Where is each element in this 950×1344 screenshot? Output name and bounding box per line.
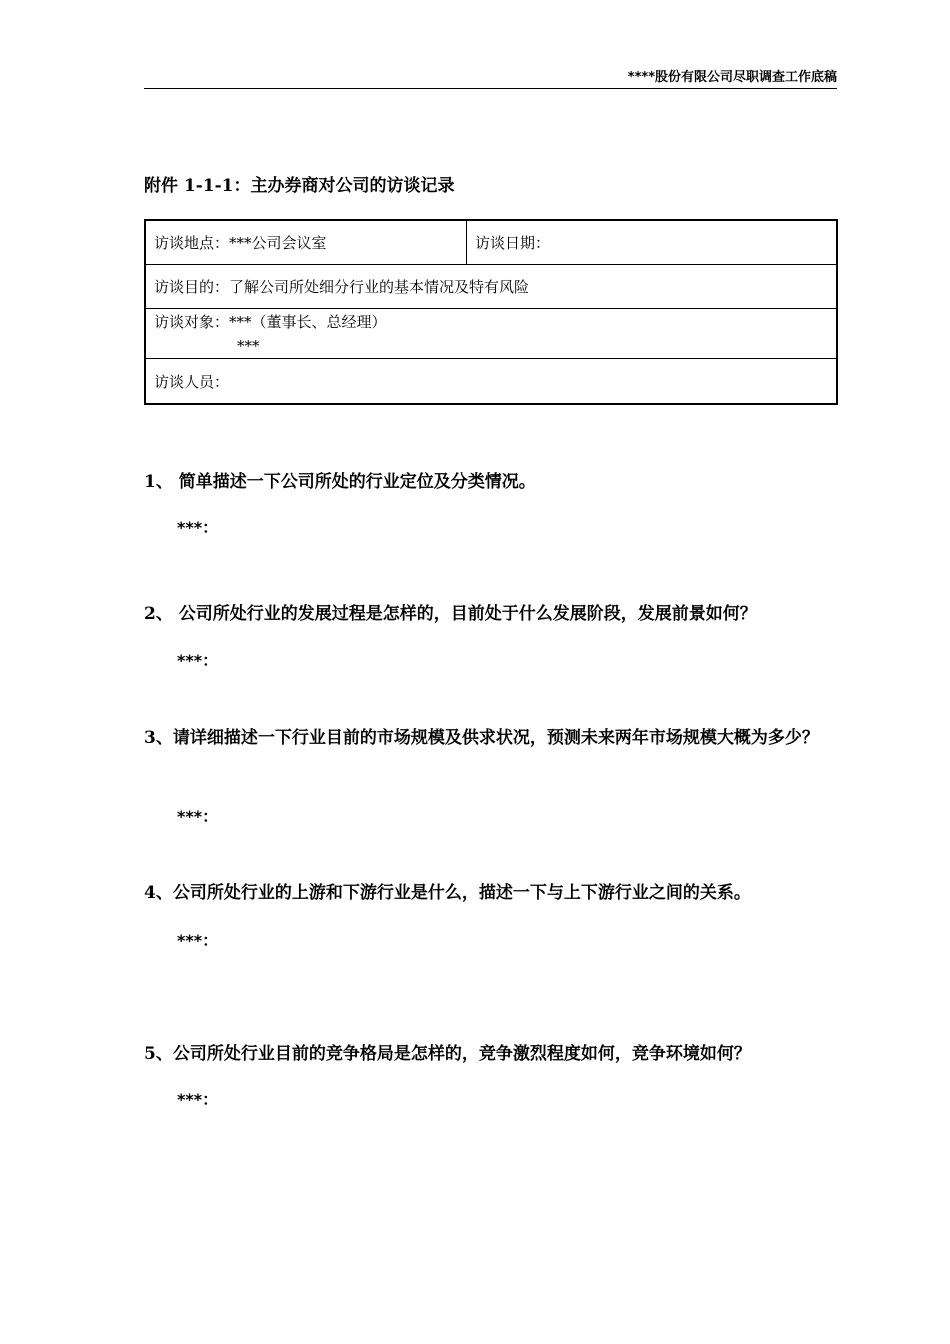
answer-3: ***： — [177, 807, 219, 826]
staff-cell: 访谈人员： — [145, 359, 837, 405]
question-number: 2、 — [144, 604, 179, 624]
question-text: 公司所处行业目前的竞争格局是怎样的，竞争激烈程度如何，竞争环境如何？ — [172, 1044, 751, 1064]
subject-line-2: *** — [237, 336, 260, 355]
question-number: 4、 — [144, 883, 173, 903]
question-4 — [144, 878, 838, 909]
question-text: 请详细描述一下行业目前的市场规模及供求状况，预测未来两年市场规模大概为多少？ — [172, 728, 819, 748]
subject-line-1: 访谈对象：***（董事长、总经理） — [154, 312, 387, 331]
table-row — [145, 309, 837, 359]
question-number: 1、 — [144, 472, 179, 492]
question-2 — [144, 599, 838, 630]
date-cell: 访谈日期： — [467, 220, 838, 265]
answer-2: ***： — [177, 651, 219, 670]
question-3 — [144, 723, 838, 754]
answer-1: ***： — [177, 518, 219, 537]
document-title: 附件 1-1-1：主办券商对公司的访谈记录 — [144, 176, 455, 196]
question-5 — [144, 1039, 838, 1070]
table-row — [145, 265, 837, 309]
question-text: 公司所处行业的发展过程是怎样的，目前处于什么发展阶段，发展前景如何？ — [178, 604, 757, 624]
answer-5: ***： — [177, 1090, 219, 1109]
question-1 — [144, 467, 838, 498]
location-cell: 访谈地点：***公司会议室 — [145, 220, 467, 265]
question-text: 简单描述一下公司所处的行业定位及分类情况。 — [178, 472, 536, 492]
table-row — [145, 220, 837, 265]
question-number: 3、 — [144, 728, 173, 748]
subject-cell — [145, 309, 837, 359]
table-row — [145, 359, 837, 405]
page-header: ****股份有限公司尽职调查工作底稿 — [144, 66, 837, 89]
answer-4: ***： — [177, 931, 219, 950]
interview-info-table — [144, 219, 838, 405]
purpose-cell: 访谈目的：了解公司所处细分行业的基本情况及特有风险 — [145, 265, 837, 309]
question-text: 公司所处行业的上游和下游行业是什么，描述一下与上下游行业之间的关系。 — [172, 883, 751, 903]
question-number: 5、 — [144, 1044, 173, 1064]
